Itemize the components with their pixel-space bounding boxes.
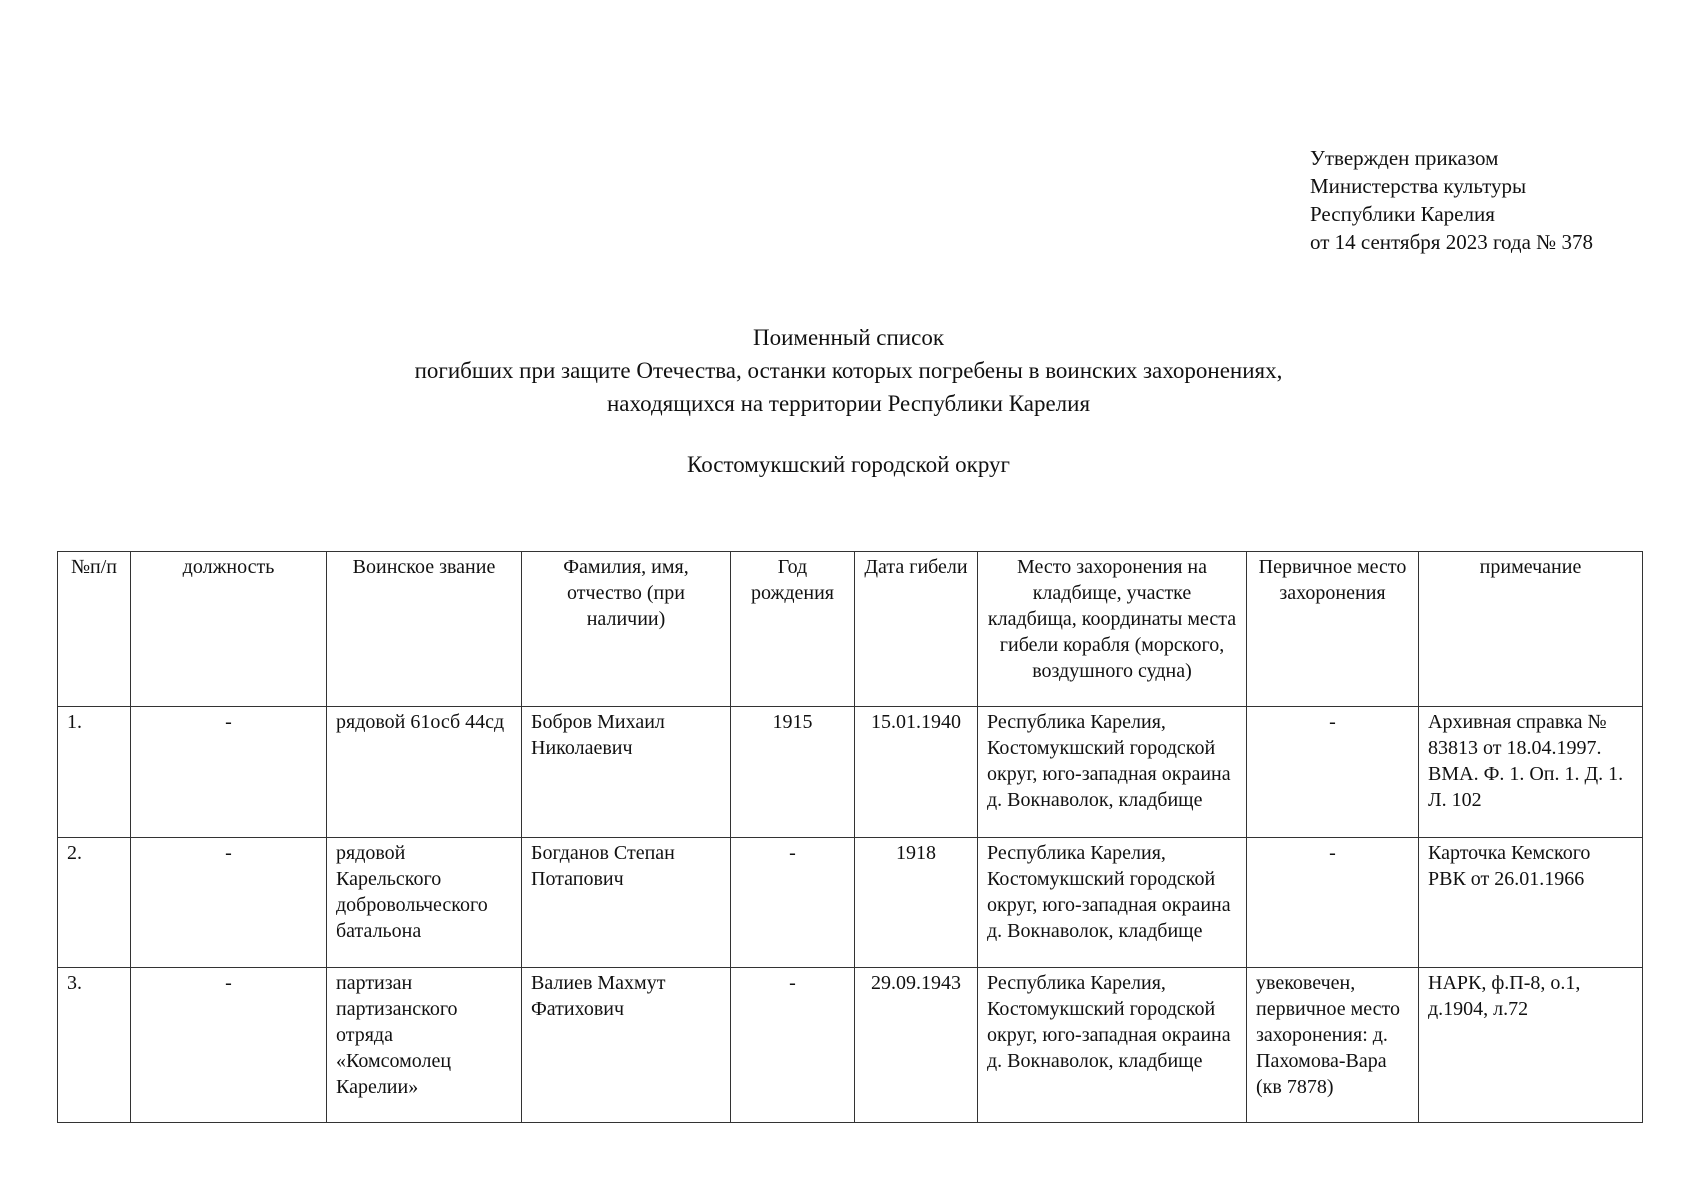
title-line: находящихся на территории Республики Карелия (606, 391, 1091, 416)
burial-register-table (57, 551, 1643, 1123)
cell-death-date: 1918 (855, 838, 978, 968)
cell-birth-year: - (731, 838, 855, 968)
cell-rank: рядовой 61осб 44сд (327, 707, 522, 838)
document-title (0, 321, 1697, 420)
cell-burial-place: Республика Карелия, Костомукшский городской округ, юго-западная окраина д. Вокнаволок, кладбище (978, 838, 1247, 968)
approval-stamp (1310, 144, 1593, 256)
cell-burial-place: Республика Карелия, Костомукшский городской округ, юго-западная окраина д. Вокнаволок, кладбище (978, 968, 1247, 1123)
cell-note: НАРК, ф.П-8, о.1, д.1904, л.72 (1419, 968, 1643, 1123)
table-header-row (58, 552, 1643, 707)
cell-name: Богданов Степан Потапович (522, 838, 731, 968)
cell-number: 1. (58, 707, 131, 838)
cell-name: Валиев Махмут Фатихович (522, 968, 731, 1123)
cell-death-date: 29.09.1943 (855, 968, 978, 1123)
cell-primary-burial: - (1247, 707, 1419, 838)
cell-burial-place: Республика Карелия, Костомукшский городской округ, юго-западная окраина д. Вокнаволок, кладбище (978, 707, 1247, 838)
column-header-rank: Воинское звание (327, 552, 522, 707)
table-row (58, 838, 1643, 968)
approval-line: от 14 сентября 2023 года № 378 (1310, 230, 1593, 254)
cell-position: - (131, 838, 327, 968)
column-header-primary-burial: Первичное место захоронения (1247, 552, 1419, 707)
column-header-number: №п/п (58, 552, 131, 707)
column-header-name: Фамилия, имя, отчество (при наличии) (522, 552, 731, 707)
cell-rank: рядовой Карельского добровольческого батальона (327, 838, 522, 968)
title-line: Поименный список (752, 325, 945, 350)
cell-primary-burial: увековечен, первичное место захоронения: д. Пахомова-Вара (кв 7878) (1247, 968, 1419, 1123)
approval-line: Республики Карелия (1310, 202, 1495, 226)
column-header-note: примечание (1419, 552, 1643, 707)
cell-note: Архивная справка № 83813 от 18.04.1997. ВМА. Ф. 1. Оп. 1. Д. 1. Л. 102 (1419, 707, 1643, 838)
district-title: Костомукшский городской округ (687, 452, 1010, 477)
approval-line: Министерства культуры (1310, 174, 1527, 198)
cell-death-date: 15.01.1940 (855, 707, 978, 838)
cell-birth-year: 1915 (731, 707, 855, 838)
column-header-death-date: Дата гибели (855, 552, 978, 707)
cell-rank: партизан партизанского отряда «Комсомолец Карелии» (327, 968, 522, 1123)
cell-number: 3. (58, 968, 131, 1123)
cell-name: Бобров Михаил Николаевич (522, 707, 731, 838)
column-header-birth-year: Год рождения (731, 552, 855, 707)
title-line: погибших при защите Отечества, останки которых погребены в воинских захоронениях, (414, 358, 1283, 383)
cell-position: - (131, 707, 327, 838)
cell-number: 2. (58, 838, 131, 968)
table-row (58, 968, 1643, 1123)
column-header-position: должность (131, 552, 327, 707)
column-header-burial-place: Место захоронения на кладбище, участке кладбища, координаты места гибели корабля (морского, воздушного судна) (978, 552, 1247, 707)
table-row (58, 707, 1643, 838)
cell-birth-year: - (731, 968, 855, 1123)
cell-position: - (131, 968, 327, 1123)
cell-note: Карточка Кемского РВК от 26.01.1966 (1419, 838, 1643, 968)
approval-line: Утвержден приказом (1310, 146, 1499, 170)
cell-primary-burial: - (1247, 838, 1419, 968)
